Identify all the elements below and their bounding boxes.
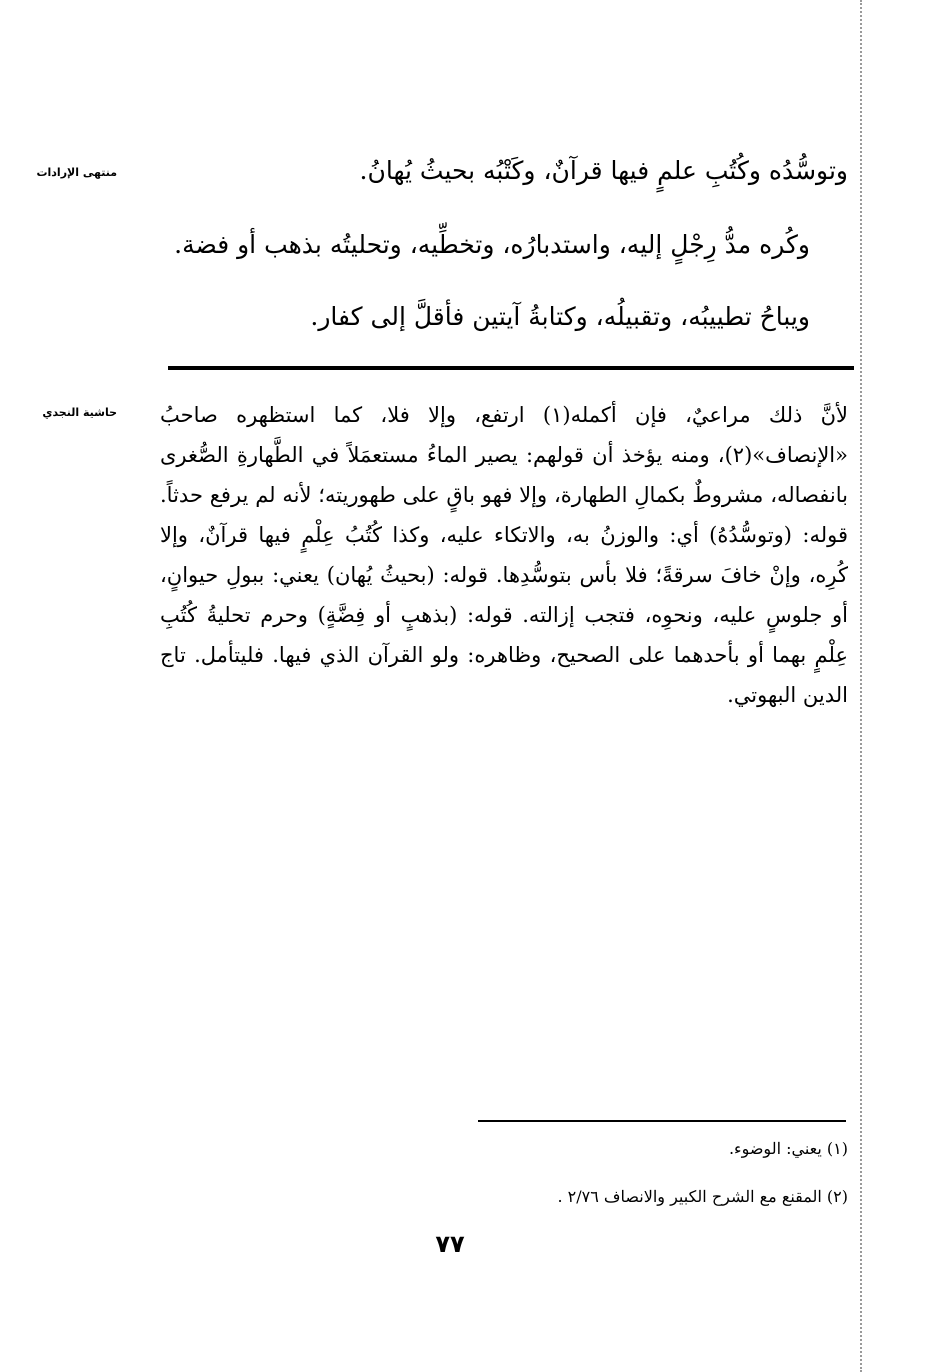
footnote-2: (٢) المقنع مع الشرح الكبير والانصاف ٢/٧٦ . <box>557 1187 848 1206</box>
footnote-divider-rule <box>478 1120 846 1122</box>
section-divider-rule <box>168 366 854 370</box>
matn-source-label: منتهى الإرادات <box>36 166 117 179</box>
hashiya-source-label: حاشية النجدي <box>42 406 117 419</box>
matn-line-2: وكُره مدُّ رِجْلٍ إليه، واستدبارُه، وتخطِّيه، وتحليتُه بذهب أو فضة. <box>174 230 810 259</box>
footnote-1: (١) يعني: الوضوء. <box>728 1139 848 1158</box>
matn-line-1: وتوسُّدُه وكُتُبِ علمٍ فيها قرآنٌ، وكَتْبُه بحيثُ يُهانُ. <box>359 156 848 185</box>
page-number: ٧٧ <box>435 1230 465 1258</box>
hashiya-commentary-text: لأنَّ ذلك مراعيٌ، فإن أكمله(١) ارتفع، وإلا فلا، كما استظهره صاحبُ «الإنصاف»(٢)، ومنه يؤخذ أن قولهم: يصير الماءُ مستعمَلاً في الطَّهارةِ الصُّغرى بانفصاله، مشروطٌ بكمالِ الطهارة، وإلا فهو باقٍ على طهوريته؛ لأنه لم يرفع حدثاً. قوله: (وتوسُّدُهُ) أي: والوزنُ به، والاتكاء عليه، وكذا كُتُبُ عِلْمٍ فيها قرآنٌ، وإلا كُرِه، وإنْ خافَ سرقةً؛ فلا بأس بتوسُّدِها. قوله: (بحيثُ يُهان) يعني: ببولِ حيوانٍ، أو جلوسٍ عليه، ونحوِه، فتجب إزالته. قوله: (بذهبٍ أو فِضَّةٍ) وحرم تحليةُ كُتُبِ عِلْمٍ بهما أو بأحدهما على الصحيح، وظاهره: ولو القرآن الذي فيها. فليتأمل. تاج الدين البهوتي. <box>160 403 849 707</box>
matn-line-3: ويباحُ تطييبُه، وتقبيلُه، وكتابةُ آيتين فأقلَّ إلى كفار. <box>310 302 810 331</box>
page-edge-dotted-line <box>860 0 862 1372</box>
